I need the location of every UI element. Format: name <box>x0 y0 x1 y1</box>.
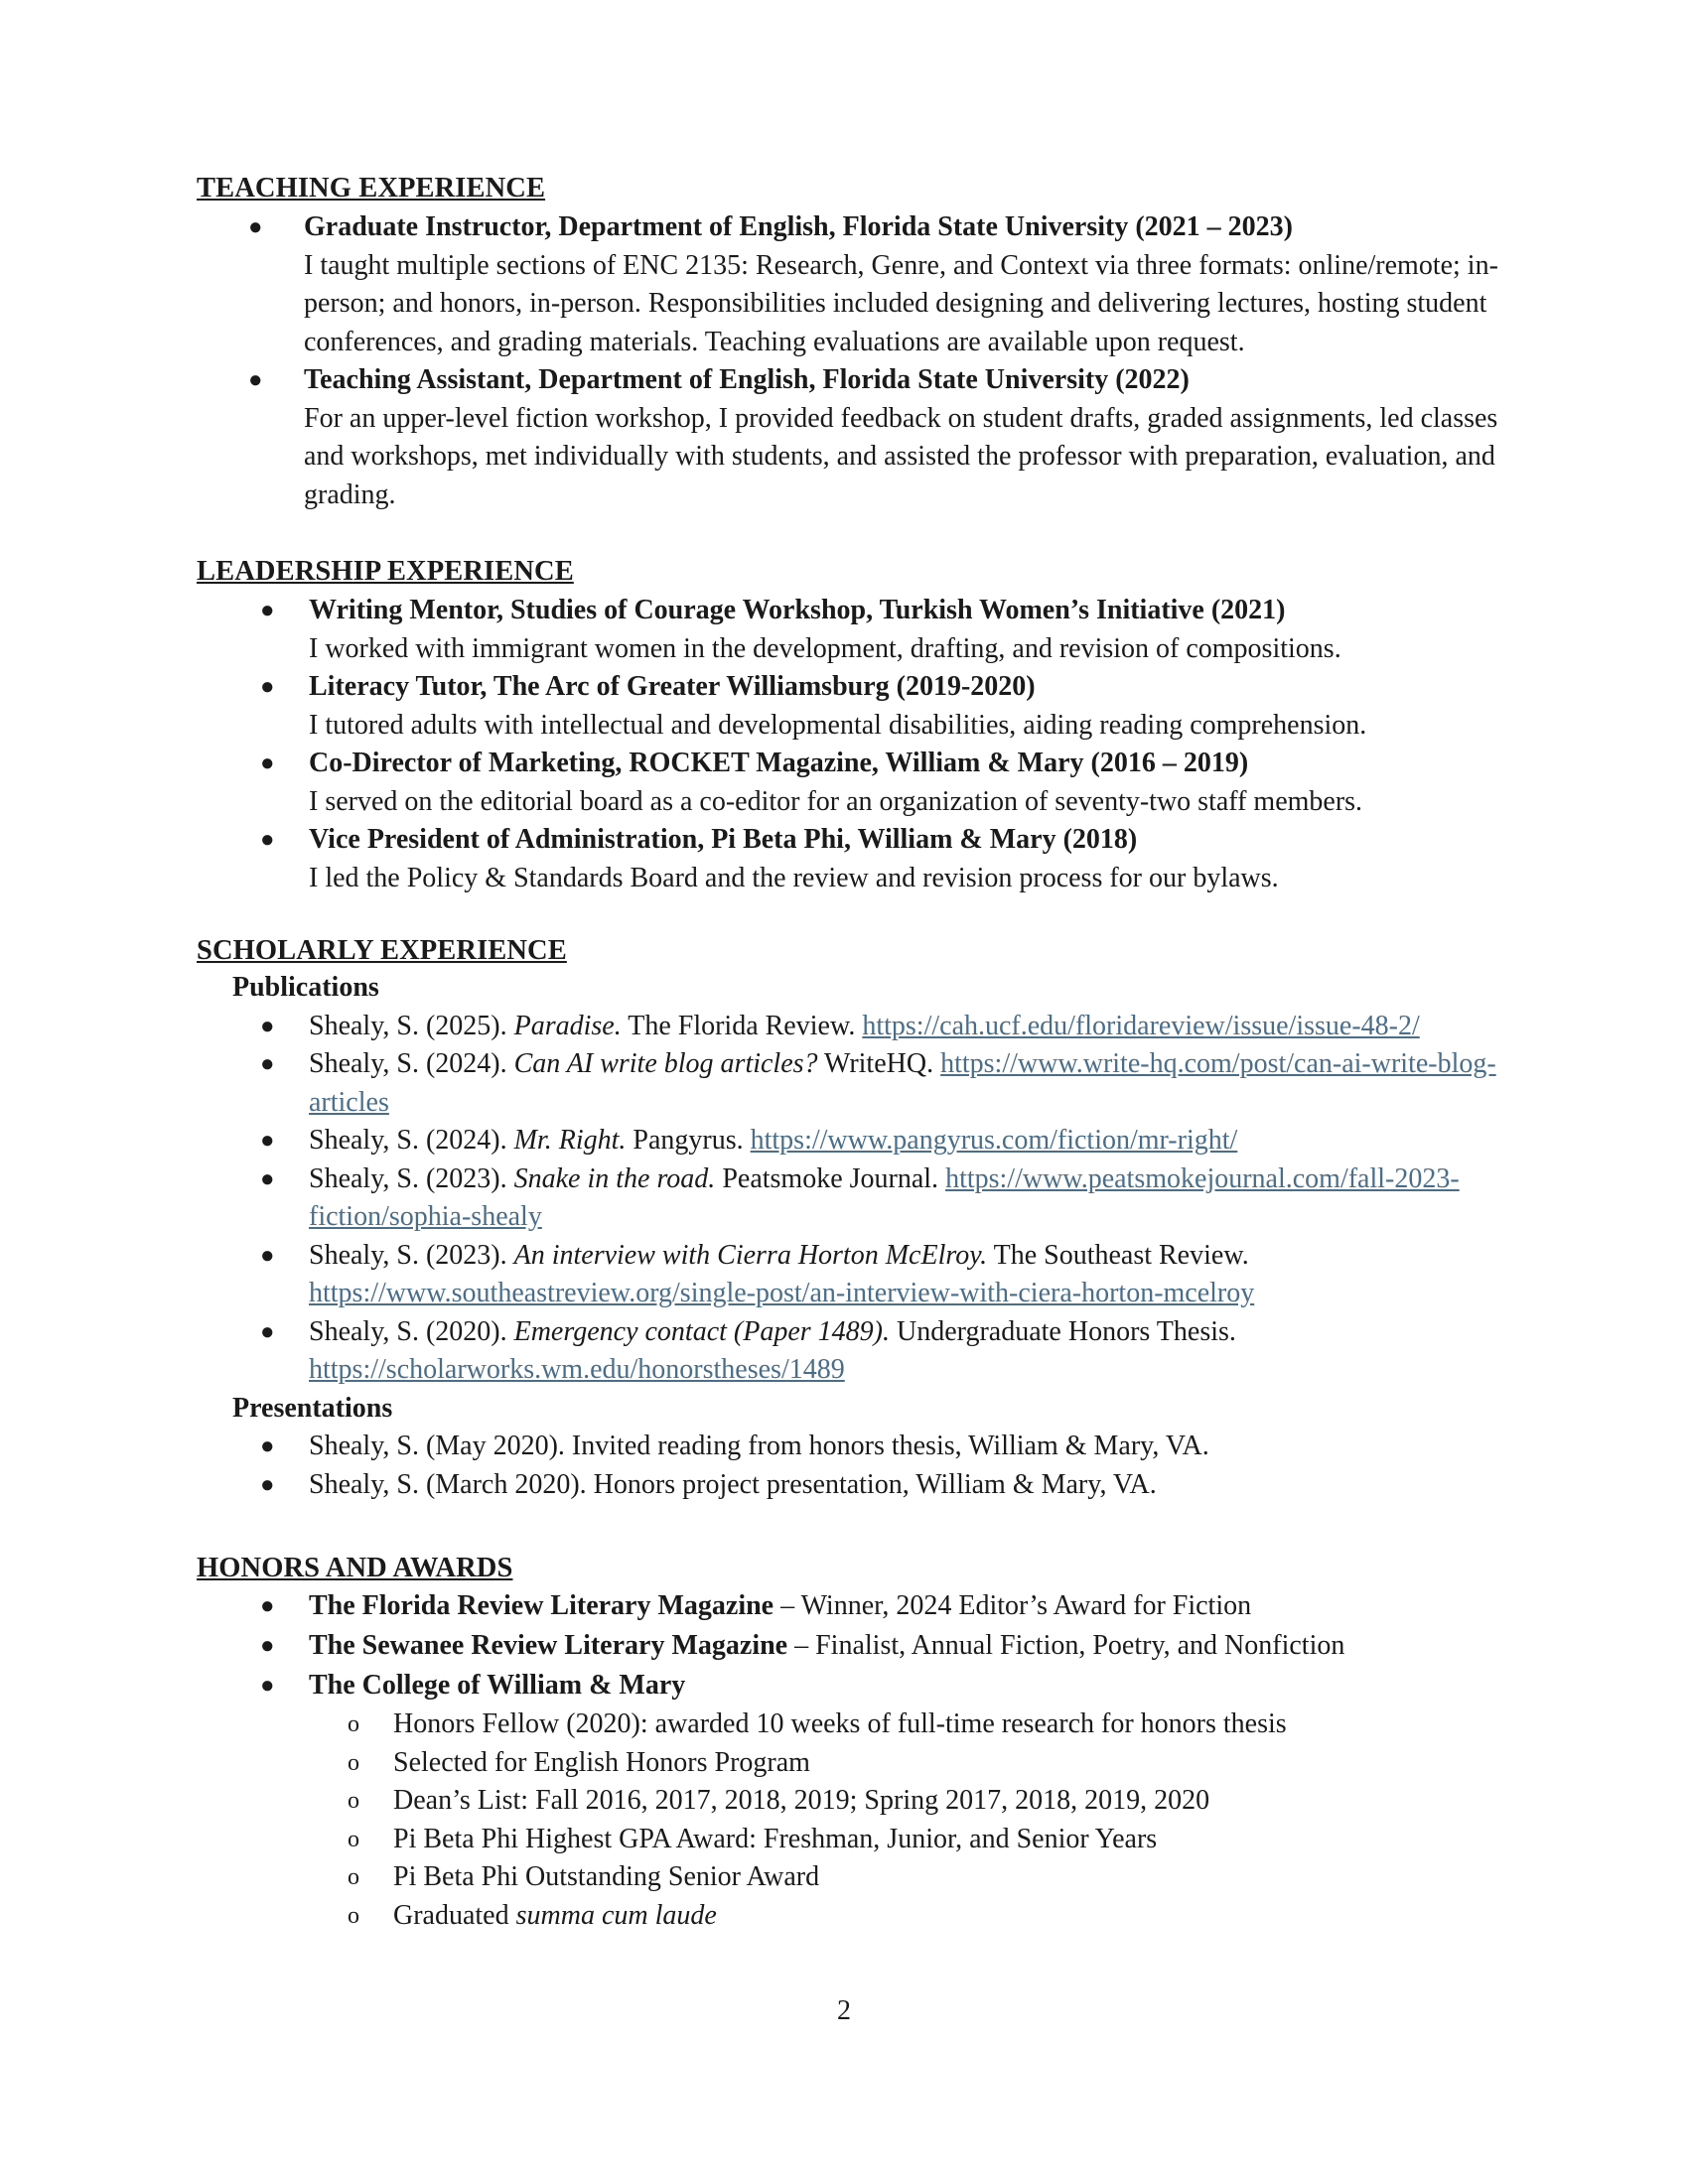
leadership-item-desc: I led the Policy & Standards Board and the review and revision process for our bylaws. <box>309 862 1279 893</box>
bullet-icon: ● <box>260 1013 275 1039</box>
teaching-item <box>197 361 1507 514</box>
publication-author: Shealy, S. (2024). <box>309 1125 514 1156</box>
publication-title: Emergency contact (Paper 1489). <box>513 1315 890 1347</box>
publication-item <box>197 1313 1507 1390</box>
leadership-section <box>197 554 1507 897</box>
bullet-icon: ● <box>260 1471 275 1498</box>
award-item <box>197 1626 1507 1666</box>
bullet-icon: ● <box>260 1242 275 1269</box>
bullet-icon: ● <box>260 674 275 700</box>
scholarly-section <box>197 933 1507 1504</box>
award-subitem <box>197 1897 1507 1936</box>
teaching-section <box>197 171 1507 514</box>
publication-title: An interview with Cierra Horton McElroy. <box>513 1239 988 1271</box>
leadership-item <box>197 592 1507 668</box>
award-item <box>197 1586 1507 1626</box>
presentation-text: Shealy, S. (May 2020). Invited reading from honors thesis, William & Mary, VA. <box>309 1431 1209 1461</box>
publication-link[interactable]: https://www.pangyrus.com/fiction/mr-right/ <box>750 1125 1238 1156</box>
leadership-item-desc: I worked with immigrant women in the development, drafting, and revision of compositions. <box>309 632 1341 664</box>
honors-section <box>197 1551 1507 1935</box>
publication-item <box>197 1237 1507 1313</box>
award-subitem <box>197 1744 1507 1783</box>
award-name: The Florida Review Literary Magazine <box>309 1590 774 1621</box>
leadership-item-title: Vice President of Administration, Pi Beta Phi, William & Mary (2018) <box>309 824 1138 855</box>
publication-title: Snake in the road. <box>513 1162 716 1194</box>
bullet-icon: ● <box>260 1128 275 1154</box>
publication-author: Shealy, S. (2024). <box>309 1048 514 1079</box>
presentation-item <box>197 1428 1507 1466</box>
circle-bullet-icon: o <box>348 1788 359 1814</box>
bullet-icon: ● <box>260 1165 275 1192</box>
award-subitem <box>197 1706 1507 1744</box>
graduated-prefix: Graduated <box>393 1899 516 1931</box>
bullet-icon: ● <box>260 1051 275 1077</box>
publication-title: Paradise. <box>513 1010 622 1041</box>
award-detail: – Finalist, Annual Fiction, Poetry, and Nonfiction <box>787 1630 1345 1661</box>
circle-bullet-icon: o <box>348 1826 359 1852</box>
bullet-icon: ● <box>260 1673 275 1699</box>
bullet-icon: ● <box>260 751 275 776</box>
bullet-icon: ● <box>248 214 263 240</box>
publication-venue: The Southeast Review. <box>987 1239 1249 1271</box>
teaching-item <box>197 208 1507 361</box>
presentation-item <box>197 1466 1507 1505</box>
publication-link[interactable]: https://cah.ucf.edu/floridareview/issue/issue-48-2/ <box>862 1010 1420 1041</box>
publication-link[interactable]: https://scholarworks.wm.edu/honorstheses/1489 <box>309 1354 845 1385</box>
award-subitem-text: Pi Beta Phi Outstanding Senior Award <box>393 1861 820 1892</box>
leadership-item-desc: I tutored adults with intellectual and developmental disabilities, aiding reading comprehension. <box>309 709 1367 741</box>
publication-venue: Undergraduate Honors Thesis. <box>890 1315 1236 1347</box>
leadership-item-title: Literacy Tutor, The Arc of Greater Williamsburg (2019-2020) <box>309 671 1036 702</box>
publication-title: Can AI write blog articles? <box>513 1048 818 1079</box>
award-name: The Sewanee Review Literary Magazine <box>309 1630 788 1661</box>
leadership-item-desc: I served on the editorial board as a co-editor for an organization of seventy-two staff members. <box>309 785 1363 817</box>
award-subitem-text: Dean’s List: Fall 2016, 2017, 2018, 2019; Spring 2017, 2018, 2019, 2020 <box>393 1785 1210 1816</box>
publication-author: Shealy, S. (2025). <box>309 1010 514 1041</box>
bullet-icon: ● <box>248 367 263 393</box>
circle-bullet-icon: o <box>348 1711 359 1737</box>
award-item <box>197 1666 1507 1706</box>
publication-item <box>197 1045 1507 1122</box>
award-subitem-text: Selected for English Honors Program <box>393 1746 810 1778</box>
publication-venue: The Florida Review. <box>621 1010 863 1041</box>
publication-item <box>197 1008 1507 1046</box>
bullet-icon: ● <box>260 827 275 853</box>
leadership-item <box>197 668 1507 745</box>
publication-link[interactable]: https://www.write-hq.com/post/can-ai-write-blog-articles <box>309 1048 1496 1118</box>
publication-link[interactable]: https://www.southeastreview.org/single-post/an-interview-with-ciera-horton-mcelroy <box>309 1278 1255 1308</box>
scholarly-heading: SCHOLARLY EXPERIENCE <box>197 935 567 966</box>
publication-item <box>197 1122 1507 1160</box>
bullet-icon: ● <box>260 1633 275 1659</box>
publication-venue: Peatsmoke Journal. <box>715 1162 946 1194</box>
award-name: The College of William & Mary <box>309 1670 686 1701</box>
bullet-icon: ● <box>260 1593 275 1619</box>
bullet-icon: ● <box>260 1318 275 1345</box>
publication-venue: Pangyrus. <box>626 1125 751 1156</box>
publications-heading: Publications <box>232 972 379 1003</box>
publication-item <box>197 1160 1507 1237</box>
presentations-heading: Presentations <box>232 1392 393 1424</box>
publication-author: Shealy, S. (2023). <box>309 1162 514 1194</box>
publication-author: Shealy, S. (2020). <box>309 1315 514 1347</box>
circle-bullet-icon: o <box>348 1749 359 1776</box>
award-detail: – Winner, 2024 Editor’s Award for Fiction <box>774 1590 1252 1621</box>
publication-link[interactable]: https://www.peatsmokejournal.com/fall-2023-fiction/sophia-shealy <box>309 1162 1460 1232</box>
teaching-heading: TEACHING EXPERIENCE <box>197 173 546 204</box>
circle-bullet-icon: o <box>348 1902 359 1929</box>
publication-author: Shealy, S. (2023). <box>309 1239 514 1271</box>
honors-heading: HONORS AND AWARDS <box>197 1553 513 1583</box>
publication-title: Mr. Right. <box>513 1125 627 1156</box>
page-number: 2 <box>837 1995 851 2026</box>
award-subitem <box>197 1782 1507 1821</box>
award-subitem-text: Pi Beta Phi Highest GPA Award: Freshman, Junior, and Senior Years <box>393 1823 1158 1854</box>
leadership-heading: LEADERSHIP EXPERIENCE <box>197 556 574 587</box>
presentation-text: Shealy, S. (March 2020). Honors project presentation, William & Mary, VA. <box>309 1468 1157 1500</box>
award-subitem <box>197 1821 1507 1859</box>
bullet-icon: ● <box>260 598 275 623</box>
leadership-item <box>197 745 1507 821</box>
teaching-item-title: Teaching Assistant, Department of English, Florida State University (2022) <box>304 364 1190 395</box>
leadership-item-title: Co-Director of Marketing, ROCKET Magazine, William & Mary (2016 – 2019) <box>309 748 1249 778</box>
leadership-item <box>197 821 1507 897</box>
graduated-honor: summa cum laude <box>515 1899 717 1931</box>
leadership-item-title: Writing Mentor, Studies of Courage Workshop, Turkish Women’s Initiative (2021) <box>309 595 1286 625</box>
award-subitem <box>197 1858 1507 1897</box>
teaching-item-desc: For an upper-level fiction workshop, I provided feedback on student drafts, graded assignments, led classes and workshops, met individually with students, and assisted the professor with preparation, evaluation, and grading. <box>304 402 1498 510</box>
circle-bullet-icon: o <box>348 1864 359 1890</box>
teaching-item-title: Graduate Instructor, Department of English, Florida State University (2021 – 2023) <box>304 211 1294 242</box>
teaching-item-desc: I taught multiple sections of ENC 2135: Research, Genre, and Context via three formats: online/remote; in-person; and honors, in-person. Responsibilities included designing and delivering lectures, hosting student conferences, and grading materials. Teaching evaluations are available upon request. <box>304 249 1498 357</box>
award-subitem-text: Honors Fellow (2020): awarded 10 weeks of full-time research for honors thesis <box>393 1708 1287 1739</box>
bullet-icon: ● <box>260 1433 275 1459</box>
publication-venue: WriteHQ. <box>817 1048 941 1079</box>
